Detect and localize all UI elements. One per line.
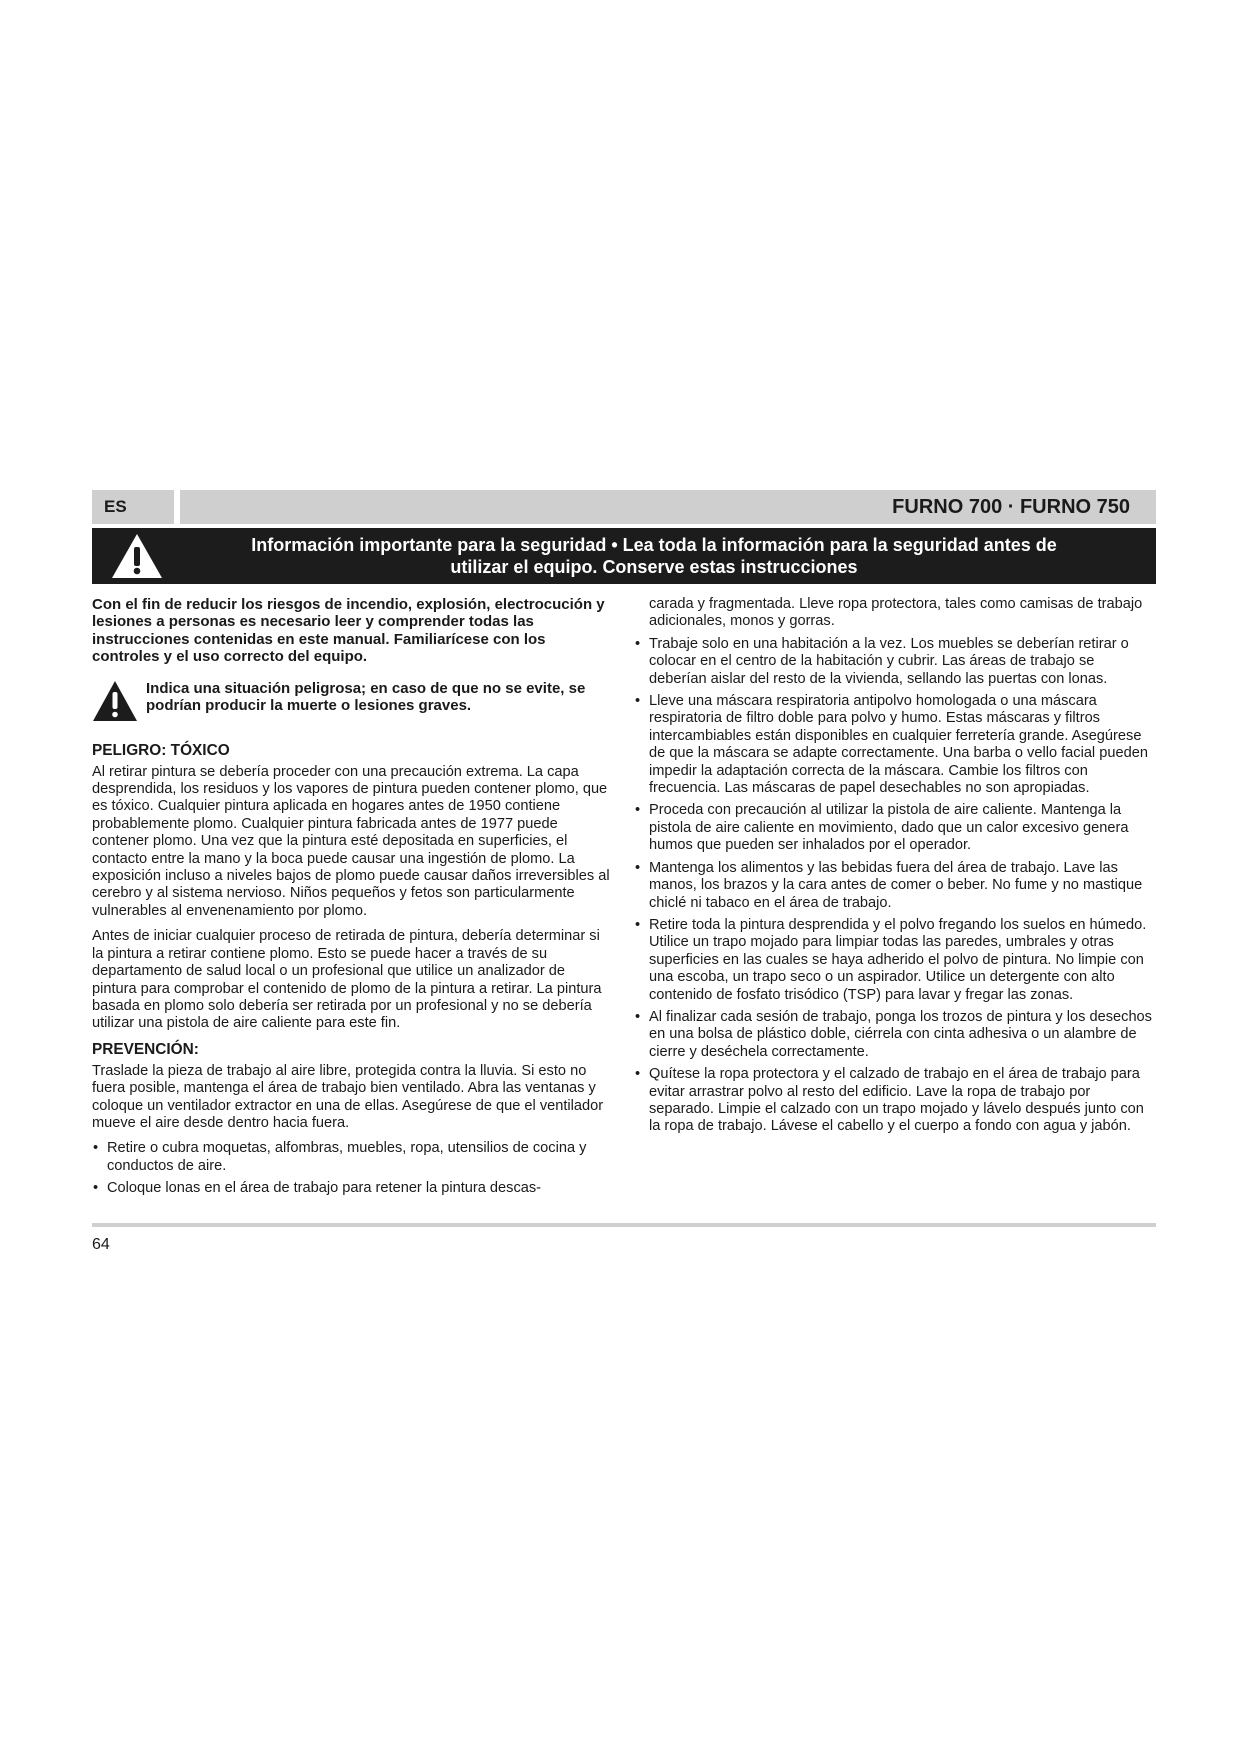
bullet-icon: • [635,635,641,652]
left-column [92,596,610,1203]
bullet-icon: • [93,1140,99,1157]
prevention-heading: PREVENCIÓN: [92,1040,199,1058]
product-title: FURNO 700 · FURNO 750 [180,490,1156,524]
list-item: • Quítese la ropa protectora y el calzado de trabajo en el área de trabajo para evitar arrastrar polvo al resto del edificio. Lave la ropa de trabajo por separado. Limpie el calzado con un trapo mojado y lávelo después junto con la ropa de trabajo. Lávese el cabello y el cuerpo a fondo con agua y jabón. [635,1066,1144,1135]
danger-heading: PELIGRO: TÓXICO [92,741,230,759]
intro-paragraph: Con el fin de reducir los riesgos de incendio, explosión, electrocución y lesiones a personas es necesario leer y comprender todas las instrucciones contenidas en este manual. Familiarícese con los controles y el uso correcto del equipo. [92,596,605,666]
prevention-paragraph: Traslade la pieza de trabajo al aire libre, protegida contra la lluvia. Si esto no fuera posible, mantenga el área de trabajo bien ventilado. Abra las ventanas y coloque un ventilador extractor en una de ellas. Asegúrese de que el ventilador mueve el aire desde dentro hacia fuera. [92,1062,604,1131]
header-row [92,490,1156,524]
list-item: • Retire toda la pintura desprendida y el polvo fregando los suelos en húmedo. Utilice un trapo mojado para limpiar todas las paredes, umbrales y otras superficies en las cuales se haya adherido el polvo de pintura. No limpie con una escoba, un trapo seco o un aspirador. Utilice un detergente con alto contenido de fosfato trisódico (TSP) para lavar y fregar las zonas. [635,916,1147,1003]
bullet-continuation: carada y fragmentada. Lleve ropa protectora, tales como camisas de trabajo adicionales, monos y gorras. [649,596,1143,630]
bullet-icon: • [635,859,641,876]
left-bullet-list [92,1140,610,1197]
list-item: • Trabaje solo en una habitación a la vez. Los muebles se deberían retirar o colocar en el centro de la habitación y cubrir. Las áreas de trabajo se deberían aislar del resto de la vivienda, sellando las puertas con lonas. [635,635,1129,687]
bullet-icon: • [635,802,641,819]
danger-paragraph-2: Antes de iniciar cualquier proceso de retirada de pintura, debería determinar si la pintura a retirar contiene plomo. Esto se puede hacer a través de su departamento de salud local o un profesional que utilice un analizador de pintura para comprobar el contenido de plomo de la pintura a retirar. La pintura basada en plomo solo debería ser retirada por un profesional y no se debería utilizar una pistola de aire caliente para este fin. [92,928,602,1032]
warning-icon [110,532,164,580]
footer-divider [92,1223,1156,1227]
banner-line-1: Información importante para la seguridad • Lea toda la información para la seguridad antes de [251,535,1057,555]
bullet-icon: • [635,916,641,933]
danger-paragraph-1: Al retirar pintura se debería proceder con una precaución extrema. La capa desprendida, los residuos y los vapores de pintura pueden contener plomo, que es tóxico. Cualquier pintura aplicada en hogares antes de 1950 contiene probablemente plomo. Cualquier pintura fabricada antes de 1977 puede contener plomo. Una vez que la pintura esté depositada en superficies, el contacto entre la mano y la boca puede causar una ingestión de plomo. La exposición incluso a niveles bajos de plomo puede causar daños irreversibles al cerebro y al sistema nervioso. Niños pequeños y fetos son particularmente vulnerables al envenenamiento por plomo. [92,763,610,919]
warning-icon [92,680,138,722]
bullet-icon: • [635,693,641,710]
list-item: • Coloque lonas en el área de trabajo para retener la pintura descas- [93,1180,542,1197]
right-column [634,596,1154,1141]
banner-line-2: utilizar el equipo. Conserve estas instrucciones [450,557,858,577]
list-item: • Proceda con precaución al utilizar la pistola de aire caliente. Mantenga la pistola de aire caliente en movimiento, dado que un calor excesivo genera humos que pueden ser inhalados por el operador. [635,802,1129,854]
right-bullet-list [634,636,1154,1136]
bullet-icon: • [635,1066,641,1083]
list-item: • Retire o cubra moquetas, alfombras, muebles, ropa, utensilios de cocina y conductos de aire. [93,1140,587,1174]
list-item: • Mantenga los alimentos y las bebidas fuera del área de trabajo. Lave las manos, los brazos y la cara antes de comer o beber. No fume y no mastique chiclé ni tabaco en el área de trabajo. [635,859,1143,911]
bullet-icon: • [93,1180,99,1197]
hazard-warning [92,680,610,732]
banner-text [192,534,1116,578]
page-number: 64 [92,1236,110,1253]
language-code: ES [92,490,174,524]
list-item: • Al finalizar cada sesión de trabajo, ponga los trozos de pintura y los desechos en una bolsa de plástico doble, ciérrela con cinta adhesiva o un alambre de cierre y deséchela correctamente. [635,1008,1152,1060]
hazard-warning-text: Indica una situación peligrosa; en caso de que no se evite, se podrían producir la muerte o lesiones graves. [146,679,586,715]
bullet-icon: • [635,1008,641,1025]
list-item: • Lleve una máscara respiratoria antipolvo homologada o una máscara respiratoria de filtro doble para polvo y humo. Estas máscaras y filtros intercambiables están disponibles en cualquier ferretería grande. Asegúrese de que la máscara se adapte correctamente. Una barba o vello facial pueden impedir la adaptación correcta de la máscara. Cambie los filtros con frecuencia. Las máscaras de papel desechables no son apropiadas. [635,693,1148,797]
safety-banner [92,528,1156,584]
